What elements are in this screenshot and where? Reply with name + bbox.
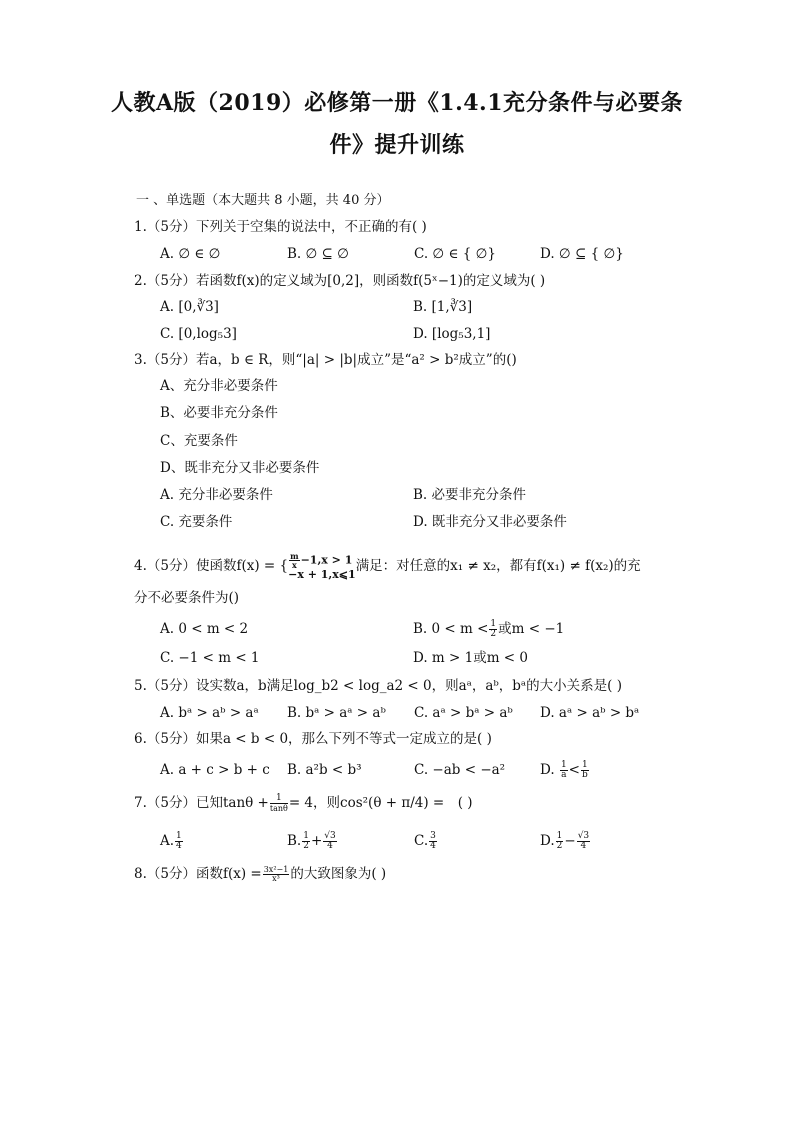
- q5-option-d: D. aᵃ > aᵇ > bᵃ: [540, 705, 640, 721]
- q6-d-den1: a: [561, 770, 567, 780]
- q7-d-num1: 1: [556, 831, 563, 841]
- q8-frac-den: x³: [272, 874, 280, 883]
- q3-choice-line-d: D、既非充分又非必要条件: [160, 460, 320, 476]
- q7-b-den1: 2: [303, 841, 309, 851]
- q4-case1-den: x: [291, 560, 297, 570]
- question-2-stem: 2.（5分）若函数f(x)的定义域为[0,2]，则函数f(5ˣ−1)的定义域为( ): [134, 273, 546, 289]
- q8-pre: 8.（5分）函数f(x) =: [134, 866, 262, 882]
- q3-option-d: D. 既非充分又非必要条件: [413, 514, 567, 530]
- q6-d-mid: <: [568, 762, 580, 778]
- q4-option-b-num: 1: [490, 619, 497, 629]
- q4-option-b: [413, 620, 564, 639]
- q7-a-den: 4: [176, 841, 182, 851]
- q1-option-d: D. ∅ ⊆ { ∅}: [540, 246, 624, 262]
- q1-option-c: C. ∅ ∈ { ∅}: [414, 246, 496, 262]
- q7-d-den2: 4: [580, 841, 587, 851]
- question-3-stem: 3.（5分）若a，b ∈ R，则“|a| > |b|成立”是“a² > b²成立”的(): [134, 352, 517, 368]
- q5-option-a: A. bᵃ > aᵇ > aᵃ: [160, 705, 259, 721]
- q4-case1-num: m: [290, 551, 299, 561]
- q7-c-den: 4: [430, 841, 436, 851]
- q7-d-pre: D.: [540, 833, 555, 849]
- q7-b-den2: 4: [327, 841, 333, 851]
- q4-option-a: A. 0 < m < 2: [160, 621, 249, 637]
- q2-option-d: D. [log₅3,1]: [413, 326, 491, 342]
- q8-frac-num: 3x²−1: [263, 865, 289, 874]
- document-title-line1: 人教A版（2019）必修第一册《1.4.1充分条件与必要条: [110, 90, 684, 116]
- q7-post: = 4，则cos²(θ + π/4) = ( ): [288, 795, 473, 811]
- q6-option-c: C. −ab < −a²: [414, 762, 506, 778]
- q6-option-a: A. a + c > b + c: [160, 762, 270, 778]
- q6-d-num1: 1: [560, 760, 567, 770]
- q5-option-c: C. aᵃ > bᵃ > aᵇ: [414, 705, 513, 721]
- q7-d-num2: √3: [577, 831, 590, 841]
- q7-d-den1: 2: [556, 841, 563, 851]
- q7-d-mid: −: [564, 833, 576, 849]
- q6-option-d: [540, 761, 590, 780]
- q4-suffix: 满足：对任意的x₁ ≠ x₂，都有f(x₁) ≠ f(x₂)的充: [355, 558, 641, 574]
- q3-choice-line-a: A、充分非必要条件: [160, 378, 278, 394]
- document-title-line2: 件》提升训练: [329, 132, 465, 158]
- q3-option-c: C. 充要条件: [160, 514, 233, 530]
- question-6-stem: 6.（5分）如果a < b < 0，那么下列不等式一定成立的是( ): [134, 731, 492, 747]
- q2-option-c: C. [0,log₅3]: [160, 326, 237, 342]
- q3-option-a: A. 充分非必要条件: [160, 487, 273, 503]
- q4-option-d: D. m > 1或m < 0: [413, 650, 528, 666]
- q7-frac-num: 1: [270, 794, 288, 804]
- q7-pre: 7.（5分）已知tanθ +: [134, 795, 269, 811]
- q3-option-b: B. 必要非充分条件: [413, 487, 527, 503]
- section-heading: 一 、单选题（本大题共 8 小题，共 40 分）: [136, 193, 390, 208]
- q7-b-mid: +: [310, 833, 323, 849]
- question-8-stem: [134, 865, 386, 883]
- q7-option-c: [414, 832, 438, 851]
- q6-option-b: B. a²b < b³: [287, 762, 362, 778]
- question-7-stem: [134, 794, 473, 813]
- q3-choice-line-c: C、充要条件: [160, 433, 238, 449]
- q7-b-pre: B.: [287, 833, 302, 849]
- q7-b-num1: 1: [303, 831, 309, 841]
- q7-a-pre: A.: [160, 833, 175, 849]
- question-4-line2: 分不必要条件为(): [134, 590, 240, 606]
- q7-b-num2: √3: [324, 831, 336, 841]
- q4-piecewise: [288, 552, 356, 581]
- q6-d-den2: b: [581, 770, 588, 780]
- q4-case2: −x + 1,x⩽1: [288, 568, 356, 581]
- q7-frac-den: tanθ: [269, 804, 288, 813]
- q2-option-b: B. [1,∛3]: [413, 299, 473, 315]
- question-1-stem: 1.（5分）下列关于空集的说法中，不正确的有( ): [134, 219, 427, 235]
- q7-option-b: [287, 832, 338, 851]
- q4-prefix: 4.（5分）使函数f(x) = {: [134, 558, 289, 574]
- q3-choice-line-b: B、必要非充分条件: [160, 405, 278, 421]
- q4-option-b-pre: B. 0 < m <: [413, 621, 489, 637]
- question-4-stem: [134, 552, 641, 581]
- q4-case1-rest: −1,x > 1: [300, 553, 353, 567]
- q4-option-c: C. −1 < m < 1: [160, 650, 260, 666]
- q7-option-d: [540, 832, 591, 851]
- q7-c-num: 3: [430, 831, 436, 841]
- q1-option-b: B. ∅ ⊆ ∅: [287, 246, 349, 262]
- q1-option-a: A. ∅ ∈ ∅: [160, 246, 221, 262]
- q5-option-b: B. bᵃ > aᵃ > aᵇ: [287, 705, 386, 721]
- q7-option-a: [160, 832, 184, 851]
- q7-c-pre: C.: [414, 833, 429, 849]
- question-5-stem: 5.（5分）设实数a，b满足log_b2 < log_a2 < 0，则aᵃ，aᵇ，bᵃ的大小关系是( ): [134, 678, 622, 694]
- q6-option-d-pre: D.: [540, 762, 555, 778]
- q7-a-num: 1: [176, 831, 182, 841]
- q4-option-b-post: 或m < −1: [498, 621, 565, 637]
- q2-option-a: A. [0,∛3]: [160, 299, 219, 315]
- q6-d-num2: 1: [581, 760, 588, 770]
- q8-post: 的大致图象为( ): [290, 866, 387, 882]
- q4-option-b-den: 2: [490, 629, 497, 639]
